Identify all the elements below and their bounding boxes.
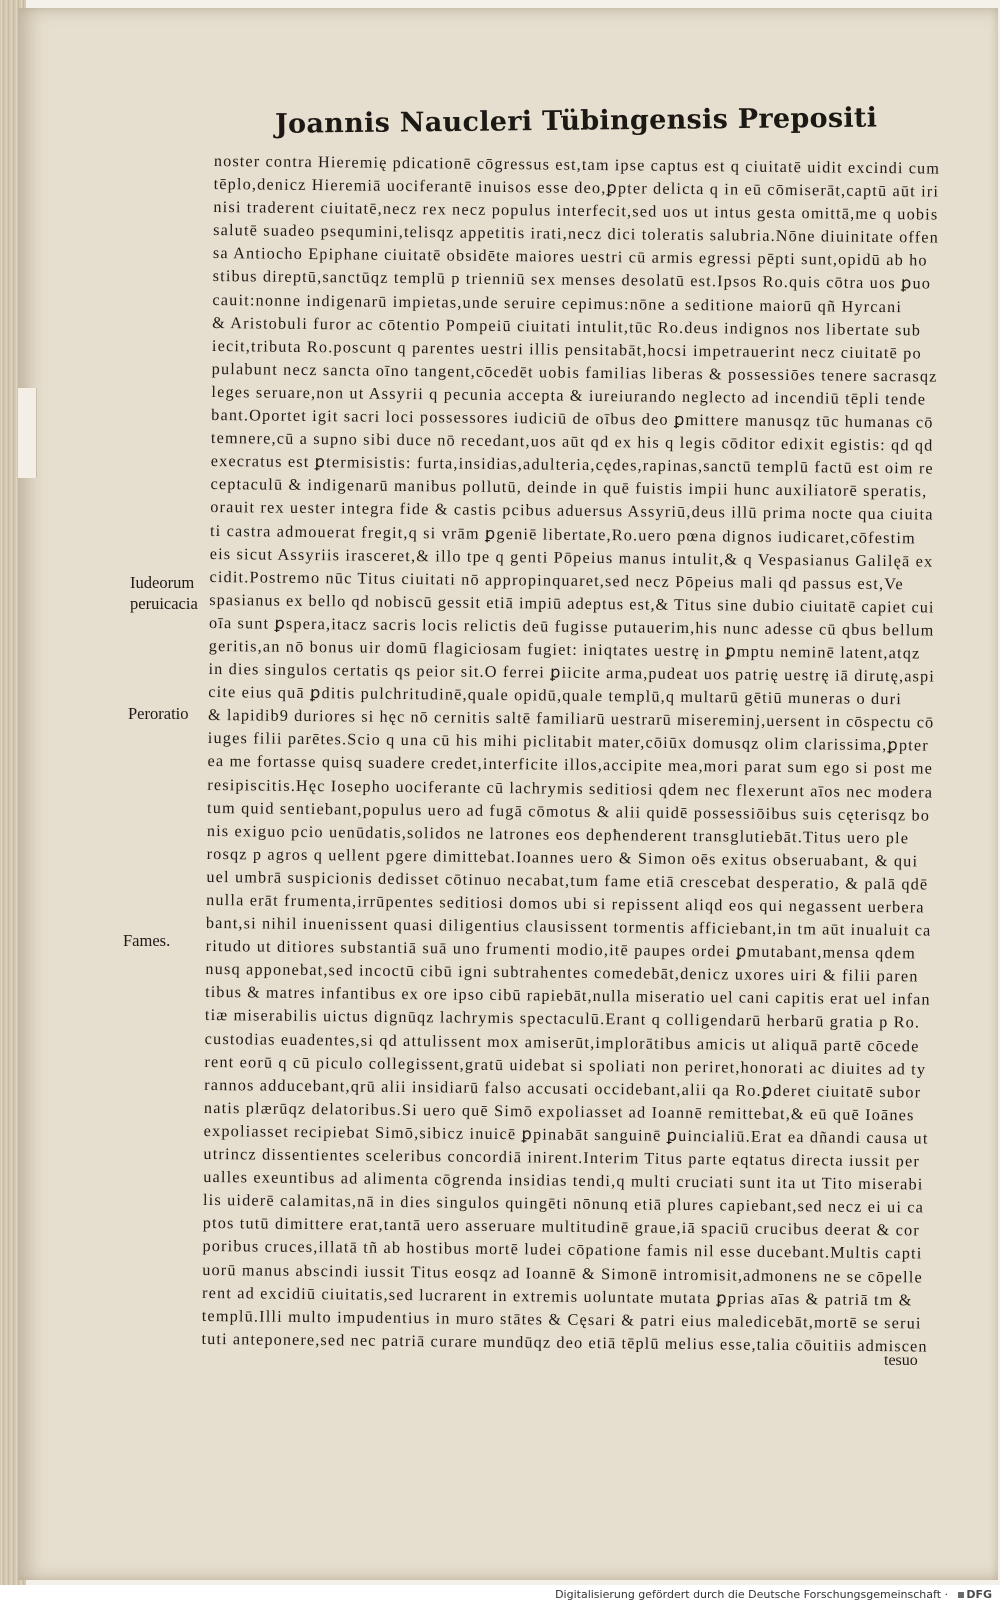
running-head: Joannis Naucleri Tübingensis Prepositi [274,102,878,140]
text-line: & Aristobuli furor ac cōtentio Pompeiū ciuitati intulit,tūc Ro.deus indignos nos libertate sub [212,313,922,340]
text-line: nulla erāt frumenta,irrūpentes seditiosi domos ubi si repissent aliqd eos qui negassent uerbera [206,890,925,917]
text-line: ualles exeuntibus ad alimenta cōgrenda insidias tendi,q multi cruciati sunt ita ut Tito miserabi [203,1168,924,1194]
marginal-note-iudeorum [130,572,210,614]
text-line: tiæ miserabilis uictus dignūqz lachrymis spectaculū.Erant q colligendarū herbarū gratia p Ro. [204,1006,921,1032]
text-line: tum quid sentiebant,populus uero ad fugā cōmotus & alii quidē possessiōibus suis cęterisqz bo [207,798,931,825]
text-line: temnere,cū a supno sibi duce nō recedant,uos aūt qd ex his q legis cōditor edixit egistis: qd qd [210,429,934,455]
text-line: uel umbrā suspicionis dedisset cōtinuo necabat,tum fame etiā crescebat desperatio, & palā qdē [206,867,929,894]
dfg-logo [958,1588,992,1601]
text-line: stibus direptū,sanctūqz templū p trienniū sex menses desolatū est.Ipsos Ro.quis cōtra uos ꝑuo [212,267,932,293]
text-line: noster contra Hieremię pdicationē cōgressus est,tam ipse captus est q ciuitatē uidit excindi cum [213,151,940,178]
text-line: ceptaculū & indigenarū manibus pollutū, deinde in quē fuistis impii hunc auxiliatorē speratis, [210,475,928,501]
body-text-block [201,150,940,1358]
marginal-note-peroratio: Peroratio [128,704,189,723]
text-line: utrincz dissentientes sceleribus concordiā inirent.Interim Titus parte eqtatus directa iussit per [203,1144,921,1171]
binding-tab [18,388,37,478]
footer-bar [0,1585,1000,1606]
marginal-note-fames: Fames. [123,931,171,950]
catchword: tesuo [884,1352,918,1369]
text-line: lis uiderē calamitas,nā in dies singulos quingēti nōnunq etiā plures capiebant,sed necz ei ui ca [202,1191,925,1217]
text-line: nis exiguo pcio uenūdatis,solidos ne latrones eos depħenderent transglutiebāt.Titus uero ple [206,821,910,848]
text-line: ritudo ut ditiores substantiā suā uno frumenti modio,itē paupes ordei ꝑmutabant,mensa qdem [205,937,917,963]
text-line: bant,si nihil inuenissent quasi diligentius clausissent tormentis afficiebant,in tm aūt inualuit ca [205,914,932,940]
text-line: rent eorū q cū piculo collegissent,gratū uidebat si spoliati non periret,honorati ac diuites ad ty [204,1052,927,1079]
text-line: in dies singulos certatis qs peior sit.O ferrei ꝑiicite arma,pudeat uos patrię uestrę iā dirutę,aspi [208,660,935,686]
text-line: poribus cruces,illatā tñ ab hostibus mortē ludei cōpatione famis nil esse ducebant.Multis capti [202,1237,923,1263]
text-line: templū.Illi multo impudentius in muro stātes & Cęsari & patri eius maledicebāt,mortē se serui [201,1306,922,1333]
text-line: rannos adducebant,qrū alii insidiarū falso accusati occidebant,alii qa Ro.ꝑderet ciuitatē subor [204,1075,922,1102]
text-line: eis sicut Assyriis irasceret,& illo tpe q genti Pōpeius manus intulit,& q Vespasianus Galilęā ex [209,544,934,571]
text-line: geritis,an nō bonus uir domū flagiciosam fugiet: iniqtates uestrę in ꝑmptu neminē latent,atqz [208,636,921,663]
text-line: ti castra admouerat fregit,q si vrām ꝑgeniē libertate,Ro.uero pœna dignos iudicaret,cōfestim [209,521,917,547]
text-line: tuti anteponere,sed nec patriā curare mundūqz deo etiā tēplū melius esse,talia cōuitiis admiscen [201,1329,928,1356]
text-line: cauit:nonne indigenarū impietas,unde seruire cepimus:nōne a seditione maiorū qñ Hyrcani [212,290,903,316]
text-line: resipiscitis.Hęc Iosepho uociferante cū lachrymis seditiosi qdem nec flexerunt aīos nec modera [207,775,934,802]
text-line: bant.Oportet igit sacri loci possessores iudiciū de oībus deo ꝑmittere manusqz tūc humanas cō [211,406,934,432]
dfg-logo-mark-icon [958,1592,964,1598]
text-line: natis plærūqz delatoribus.Si uero quē Simō expoliasset ad Ioannē remittebat,& eū quē Ioānes [203,1098,915,1125]
text-line: expoliasset recipiebat Simō,sibicz inuicē ꝑpinabāt sanguinē ꝑuincialiū.Erat ea dñandi causa ut [203,1121,929,1148]
text-line: cidit.Postremo nūc Titus ciuitati nō appropinquaret,sed necz Pōpeius mali qd passus est,Ve [209,567,904,593]
text-line: custodias euadentes,si qd attulissent mox amiserūt,implorātibus amicis ut aliquā partē cōcede [204,1029,920,1055]
text-line: sa Antiocho Epiphane ciuitatē obsidēte maiores uestri cū armis egressi pēpti sunt,opidū ab ho [212,244,928,270]
text-line: ea me fortasse quisq suadere credet,interficite illos,accipite mea,mori parat sum ego si post me [207,752,934,779]
funding-credit: Digitalisierung gefördert durch die Deutsche Forschungsgemeinschaft · [555,1588,948,1601]
text-line: iuges filii parētes.Scio q una cū his mihi piclitabit mater,cōiūx domusqz olim clarissima,ꝑpter [207,729,929,755]
text-line: tibus & matres infantibus ex ore ipso cibū rapiebāt,nulla miseratio uel cani capitis erat uel infan [205,983,931,1009]
text-line: nisi traderent ciuitatē,necz rex necz populus interfecit,sed uos ut intus gesta omittā,me q uobis [213,198,939,224]
text-line: orauit rex uester integra fide & castis pcibus aduersus Assyriū,deus illū prima nocte qua ciuita [210,498,934,524]
dfg-logo-text: DFG [966,1588,992,1601]
text-line: cite eius quā ꝑditis pulchritudinē,quale opidū,quale templū,q multarū gētiū muneras o duri [208,683,903,709]
text-line: ptos tutū dimittere erat,tantā uero asseruare multitudinē graue,iā spaciū crucibus deerat & cor [202,1214,921,1240]
text-line: salutē suadeo psequmini,telisqz appetitis irati,necz dici toleratis salubria.Nōne diuinitate offen [213,221,940,247]
text-line: & lapidib9 duriores si hęc nō cernitis saltē familiarū uestrarū misereminj,uersent in cōspectu cō [207,706,935,732]
text-line: spasianus ex bello qd nobiscū gessit etiā impiū adeptus est,& Titus sine dubio ciuitatē capiet cui [209,590,935,617]
text-line: nusq apponebat,sed incoctū cibū igni subtrahentes comedebāt,denicz uxores uiri & filii paren [205,960,919,986]
text-line: oīa sunt ꝑspera,itacz sacris locis relictis deū fugisse putauerim,his nunc adesse cū qbus bellum [208,613,935,640]
text-line: rent ad excidiū ciuitatis,sed lucrarent in extremis uoluntate mutata ꝑprias aīas & patriā tm & [201,1283,913,1309]
text-line: rosqz p agros q uellent pgere dimittebat.Ioannes uero & Simon oēs exitus obseruabant, & qui [206,844,919,871]
text-line: leges seruare,non ut Assyrii q pecunia accepta & iureiurando neglecto ad incendiū tēpli tende [211,382,927,409]
text-line: iecit,tributa Ro.poscunt q parentes uestri illis pensitabāt,hocsi impetrauerint necz ciuitatē po [211,336,922,363]
text-line: execratus est ꝑtermisistis: furta,insidias,adulteria,cędes,rapinas,sanctū templū factū est oim re [210,452,934,478]
marginal-note-text: Iudeorum peruicacia [130,573,198,613]
text-line: tēplo,denicz Hieremiā uociferantē inuisos esse deo,ꝑpter delicta q in eū cōmiserāt,captū aūt iri [213,175,940,201]
text-line: pulabunt necz sancta oīno tangent,cōcedēt uobis familias liberas & possessiōes tenere sacrasqz [211,359,938,386]
text-line: uorū manus abscindi iussit Titus eosqz ad Ioannē & Simonē intromisit,admonens ne se cōpelle [202,1260,924,1286]
